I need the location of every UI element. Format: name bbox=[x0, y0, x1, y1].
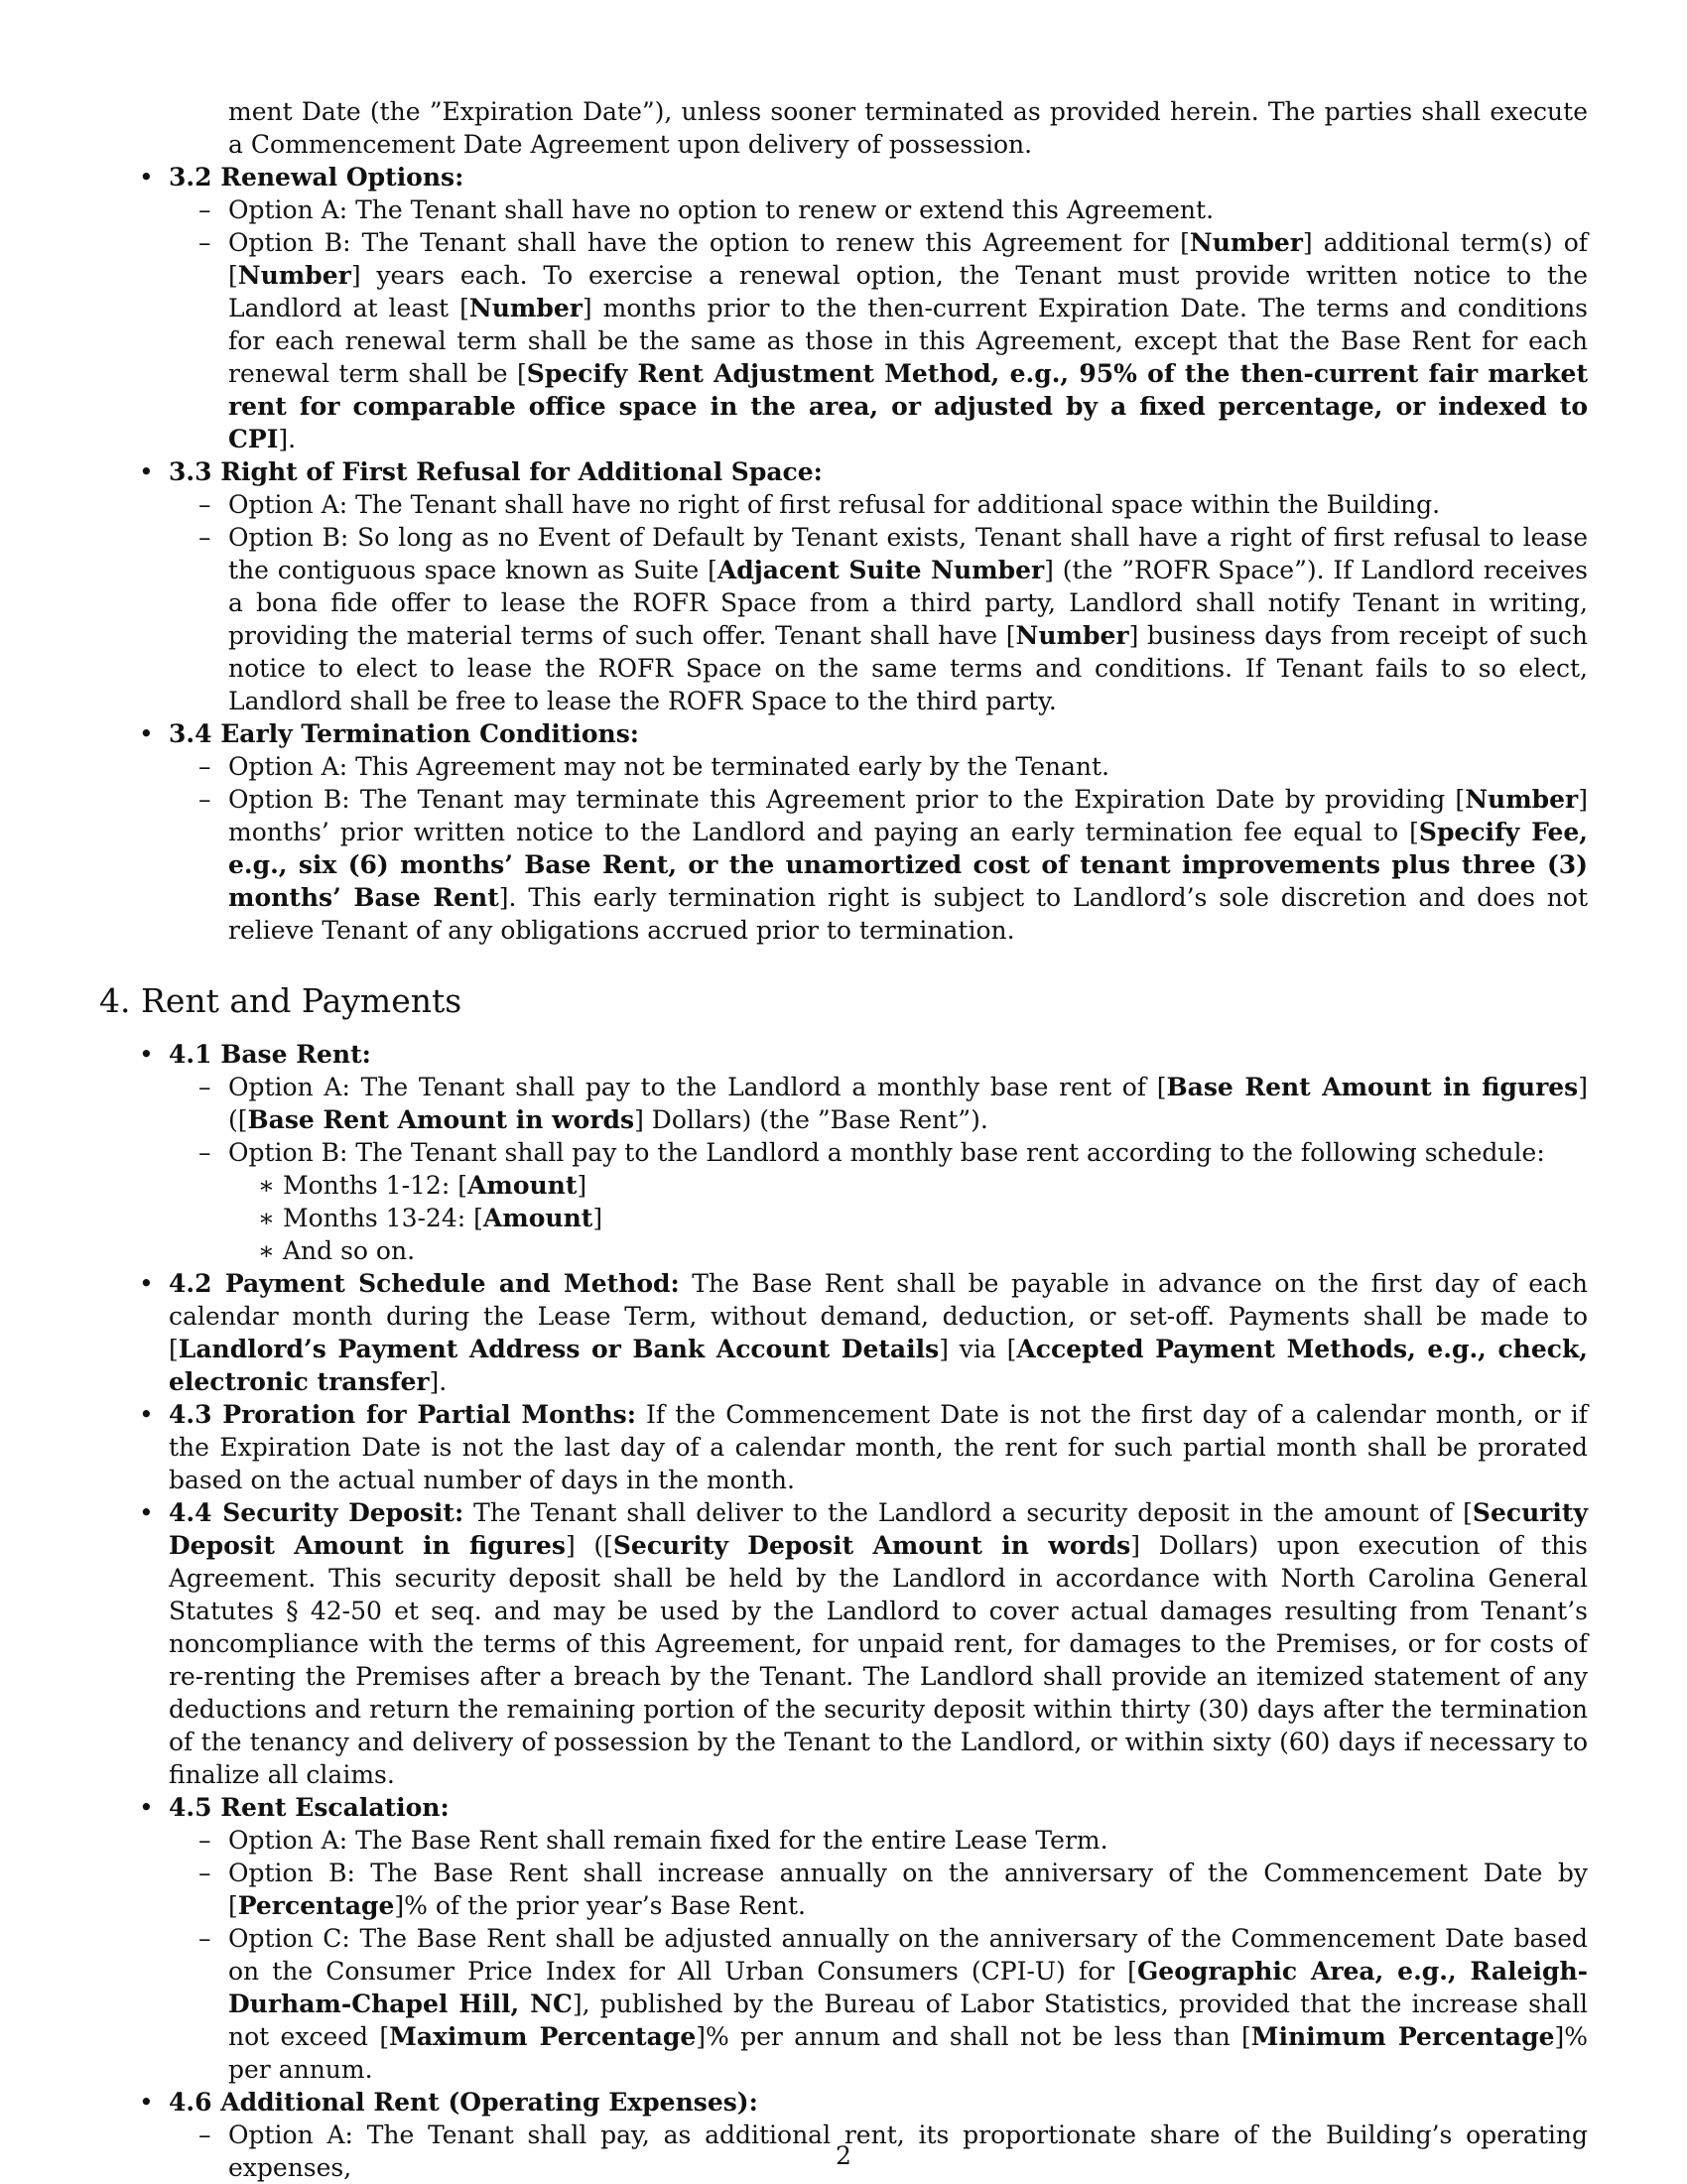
rofr-option-b: – Option B: So long as no Event of Default by Tenant exists, Tenant shall have a right of first refusal to lease the contiguous space known as Suite [Adjacent Suite Number] (the ”ROFR Space”). If Landlord receives a bona fide offer to lease the ROFR Space from a third party, Landlord shall notify Tenant in writing, providing the material terms of such offer. Tenant shall have [Number] business days from receipt of such notice to elect to lease the ROFR Space on the same terms and conditions. If Tenant fails to so elect, Landlord shall be free to lease the ROFR Space to the third party. bbox=[228, 521, 1588, 717]
renewal-option-b: – Option B: The Tenant shall have the option to renew this Agreement for [Number] additional term(s) of [Number] years each. To exercise a renewal option, the Tenant must provide written notice to the Landlord at least [Number] months prior to the then-current Expiration Date. The terms and conditions for each renewal term shall be the same as those in this Agreement, except that the Base Rent for each renewal term shall be [Specify Rent Adjustment Method, e.g., 95% of the then-current fair market rent for comparable office space in the area, or adjusted by a fixed percentage, or indexed to CPI]. bbox=[228, 226, 1588, 455]
rent-escalation-item bbox=[169, 1791, 1588, 2086]
document-page bbox=[99, 95, 1588, 2184]
rofr-item bbox=[169, 455, 1588, 717]
escalation-option-b: – Option B: The Base Rent shall increase annually on the anniversary of the Commencement Date by [Percentage]% of the prior year’s Base Rent. bbox=[228, 1857, 1588, 1922]
early-termination-heading: 3.4 Early Termination Conditions: bbox=[169, 719, 640, 748]
base-rent-heading: 4.1 Base Rent: bbox=[169, 1040, 371, 1069]
additional-rent-option-a: – Option A: The Tenant shall pay, as additional rent, its proportionate share of the Building’s operating expenses, bbox=[228, 2119, 1588, 2184]
rent-escalation-heading: 4.5 Rent Escalation: bbox=[169, 1793, 450, 1822]
renewal-option-a: – Option A: The Tenant shall have no option to renew or extend this Agreement. bbox=[228, 193, 1588, 226]
additional-rent-heading: 4.6 Additional Rent (Operating Expenses): bbox=[169, 2088, 758, 2117]
escalation-option-c: – Option C: The Base Rent shall be adjusted annually on the anniversary of the Commencement Date based on the Consumer Price Index for All Urban Consumers (CPI-U) for [Geographic Area, e.g., Raleigh-Durham-Chapel Hill, NC], published by the Bureau of Labor Statistics, provided that the increase shall not exceed [Maximum Percentage]% per annum and shall not be less than [Minimum Percentage]% per annum. bbox=[228, 1922, 1588, 2086]
security-deposit-item: • 4.4 Security Deposit: The Tenant shall deliver to the Landlord a security deposit in the amount of [Security Deposit Amount in figures] ([Security Deposit Amount in words] Dollars) upon execution of this Agreement. This security deposit shall be held by the Landlord in accordance with North Carolina General Statutes § 42-50 et seq. and may be used by the Landlord to cover actual damages resulting from Tenant’s noncompliance with the terms of this Agreement, for unpaid rent, for damages to the Premises, or for costs of re-renting the Premises after a breach by the Tenant. The Landlord shall provide an itemized statement of any deductions and return the remaining portion of the security deposit within thirty (30) days after the termination of the tenancy and delivery of possession by the Tenant to the Landlord, or within sixty (60) days if necessary to finalize all claims. bbox=[169, 1496, 1588, 1791]
early-termination-option-a: – Option A: This Agreement may not be terminated early by the Tenant. bbox=[228, 750, 1588, 783]
rofr-option-a: – Option A: The Tenant shall have no right of first refusal for additional space within the Building. bbox=[228, 488, 1588, 521]
early-termination-option-b: – Option B: The Tenant may terminate this Agreement prior to the Expiration Date by providing [Number] months’ prior written notice to the Landlord and paying an early termination fee equal to [Specify Fee, e.g., six (6) months’ Base Rent, or the unamortized cost of tenant improvements plus three (3) months’ Base Rent]. This early termination right is subject to Landlord’s sole discretion and does not relieve Tenant of any obligations accrued prior to termination. bbox=[228, 783, 1588, 947]
security-deposit-heading: 4.4 Security Deposit: bbox=[169, 1498, 464, 1527]
rent-schedule-item: ∗ And so on. bbox=[283, 1234, 1588, 1267]
section-4-title: 4. Rent and Payments bbox=[99, 981, 462, 1020]
rent-schedule-item: ∗ Months 13-24: [Amount] bbox=[283, 1202, 1588, 1234]
escalation-option-a: – Option A: The Base Rent shall remain fixed for the entire Lease Term. bbox=[228, 1824, 1588, 1857]
early-termination-item bbox=[169, 717, 1588, 947]
section-4-list bbox=[99, 1038, 1588, 2184]
continuation-paragraph: ment Date (the ”Expiration Date”), unless sooner terminated as provided herein. The parties shall execute a Commencement Date Agreement upon delivery of possession. bbox=[228, 97, 1588, 159]
page-number: 2 bbox=[836, 2141, 851, 2170]
base-rent-option-a: – Option A: The Tenant shall pay to the Landlord a monthly base rent of [Base Rent Amount in figures] ([Base Rent Amount in words] Dollars) (the ”Base Rent”). bbox=[228, 1071, 1588, 1136]
section-3-list bbox=[99, 161, 1588, 947]
proration-item: • 4.3 Proration for Partial Months: If the Commencement Date is not the first day of a calendar month, or if the Expiration Date is not the last day of a calendar month, the rent for such partial month shall be prorated based on the actual number of days in the month. bbox=[169, 1398, 1588, 1496]
proration-heading: 4.3 Proration for Partial Months: bbox=[169, 1400, 636, 1429]
renewal-options-item bbox=[169, 161, 1588, 455]
base-rent-item bbox=[169, 1038, 1588, 1267]
payment-schedule-heading: 4.2 Payment Schedule and Method: bbox=[169, 1269, 680, 1298]
rent-schedule-item: ∗ Months 1-12: [Amount] bbox=[283, 1169, 1588, 1202]
rent-schedule-list bbox=[228, 1169, 1588, 1267]
base-rent-option-b: – Option B: The Tenant shall pay to the Landlord a monthly base rent according to the following schedule: ∗ Months 1-12: [Amount] ∗ Months 13-24: [Amount] ∗ And so on. bbox=[228, 1136, 1588, 1267]
payment-schedule-item: • 4.2 Payment Schedule and Method: The Base Rent shall be payable in advance on the first day of each calendar month during the Lease Term, without demand, deduction, or set-off. Payments shall be made to [Landlord’s Payment Address or Bank Account Details] via [Accepted Payment Methods, e.g., check, electronic transfer]. bbox=[169, 1267, 1588, 1398]
renewal-options-heading: 3.2 Renewal Options: bbox=[169, 163, 464, 192]
rofr-heading: 3.3 Right of First Refusal for Additional Space: bbox=[169, 457, 823, 486]
